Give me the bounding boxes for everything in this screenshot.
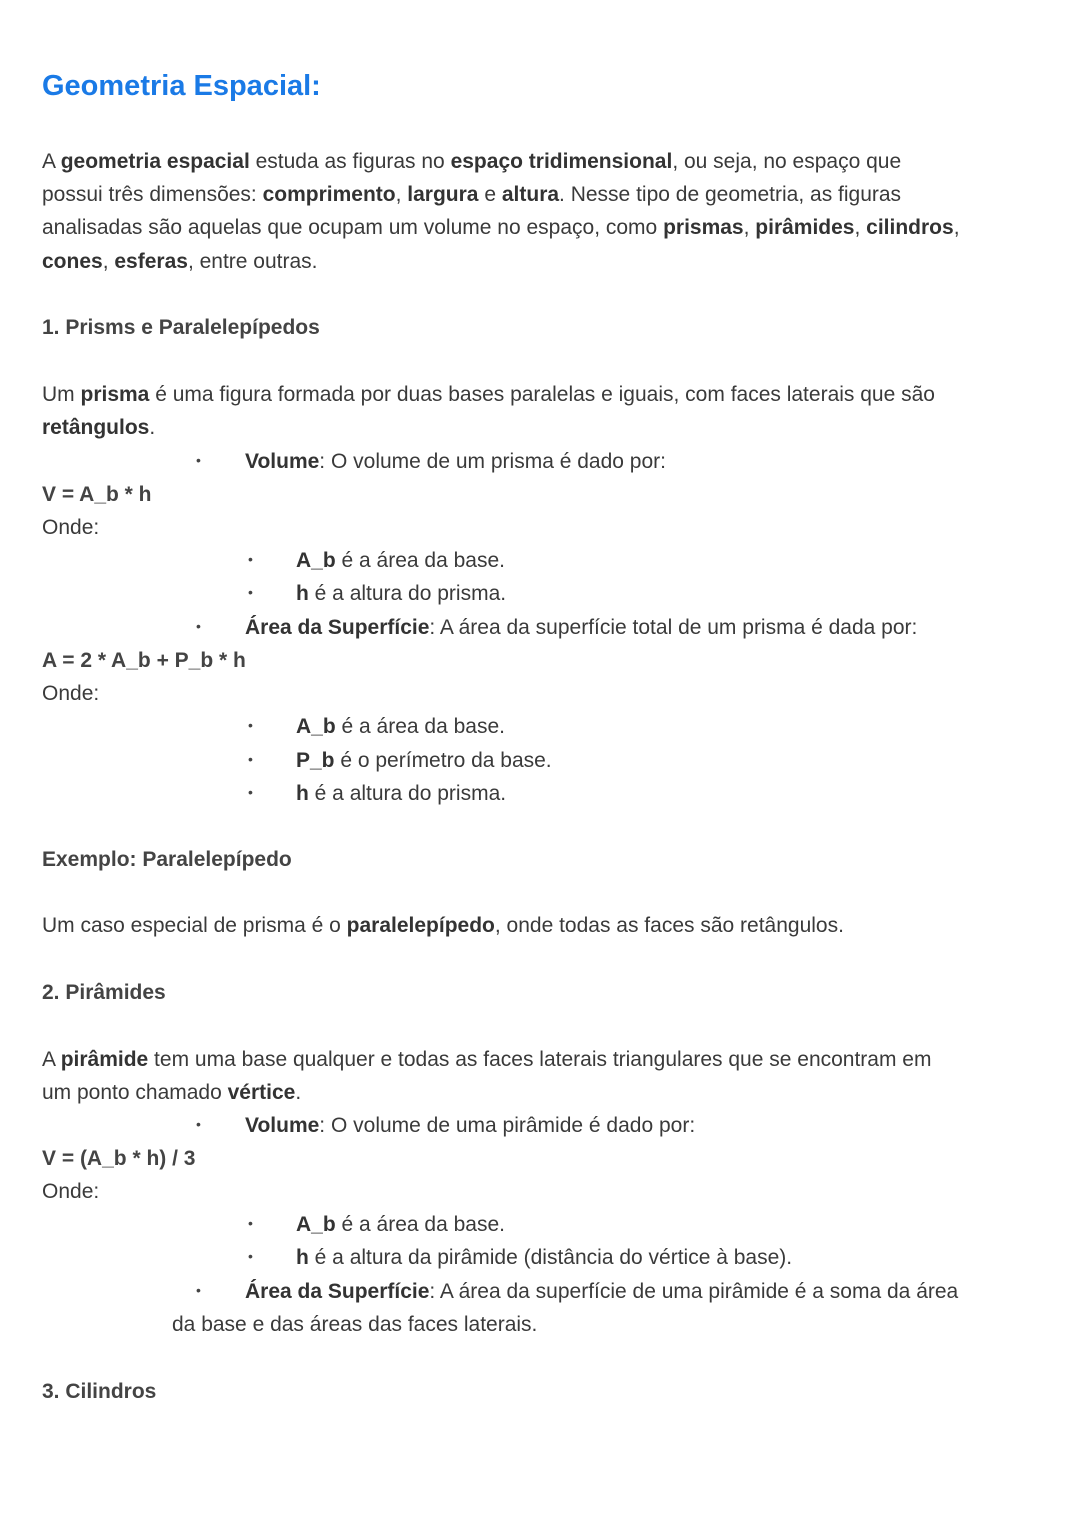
bullet-icon: •	[248, 1215, 253, 1231]
bullet-icon: •	[196, 1282, 201, 1298]
intro-line-4: cones, esferas, entre outras.	[42, 250, 318, 273]
onde-label: Onde:	[42, 1180, 100, 1203]
prism-paragraph-line-1: Um prisma é uma figura formada por duas bases paralelas e iguais, com faces laterais que são	[42, 383, 935, 406]
intro-line-2: possui três dimensões: comprimento, largura e altura. Nesse tipo de geometria, as figuras	[42, 183, 902, 206]
bullet-icon: •	[248, 717, 253, 733]
pyramid-volume-item: Volume: O volume de uma pirâmide é dado por:	[245, 1114, 696, 1137]
bullet-icon: •	[248, 751, 253, 767]
onde-label: Onde:	[42, 682, 100, 705]
section-heading-prisms: 1. Prisms e Paralelepípedos	[42, 316, 320, 339]
term-item: A_b é a área da base.	[296, 549, 505, 572]
bullet-icon: •	[196, 452, 201, 468]
prism-area-formula: A = 2 * A_b + P_b * h	[42, 649, 246, 672]
bullet-icon: •	[248, 1248, 253, 1264]
term-item: A_b é a área da base.	[296, 715, 505, 738]
pyramid-volume-formula: V = (A_b * h) / 3	[42, 1147, 196, 1170]
bullet-icon: •	[248, 784, 253, 800]
prism-area-item: Área da Superfície: A área da superfície total de um prisma é dada por:	[245, 616, 918, 639]
term-item: h é a altura do prisma.	[296, 782, 507, 805]
onde-label: Onde:	[42, 516, 100, 539]
bullet-icon: •	[196, 618, 201, 634]
pyramid-paragraph-line-1: A pirâmide tem uma base qualquer e todas as faces laterais triangulares que se encontram em	[42, 1048, 932, 1071]
prism-paragraph-line-2: retângulos.	[42, 416, 156, 439]
bullet-icon: •	[196, 1116, 201, 1132]
prism-volume-formula: V = A_b * h	[42, 483, 152, 506]
example-heading: Exemplo: Paralelepípedo	[42, 848, 292, 871]
pyramid-area-item: Área da Superfície: A área da superfície de uma pirâmide é a soma da área	[245, 1280, 959, 1303]
pyramid-paragraph-line-2: um ponto chamado vértice.	[42, 1081, 302, 1104]
term-item: P_b é o perímetro da base.	[296, 749, 552, 772]
pyramid-area-item-continued: da base e das áreas das faces laterais.	[172, 1313, 538, 1336]
term-item: A_b é a área da base.	[296, 1213, 505, 1236]
section-heading-cylinders: 3. Cilindros	[42, 1380, 157, 1403]
intro-line-1: A geometria espacial estuda as figuras no espaço tridimensional, ou seja, no espaço que	[42, 150, 902, 173]
term-item: h é a altura da pirâmide (distância do vértice à base).	[296, 1246, 793, 1269]
example-paragraph: Um caso especial de prisma é o paralelepípedo, onde todas as faces são retângulos.	[42, 914, 844, 937]
page-title: Geometria Espacial:	[42, 70, 321, 102]
prism-volume-item: Volume: O volume de um prisma é dado por:	[245, 450, 666, 473]
section-heading-pyramids: 2. Pirâmides	[42, 981, 166, 1004]
bullet-icon: •	[248, 551, 253, 567]
term-item: h é a altura do prisma.	[296, 582, 507, 605]
intro-line-3: analisadas são aquelas que ocupam um volume no espaço, como prismas, pirâmides, cilindros,	[42, 216, 960, 239]
bullet-icon: •	[248, 584, 253, 600]
